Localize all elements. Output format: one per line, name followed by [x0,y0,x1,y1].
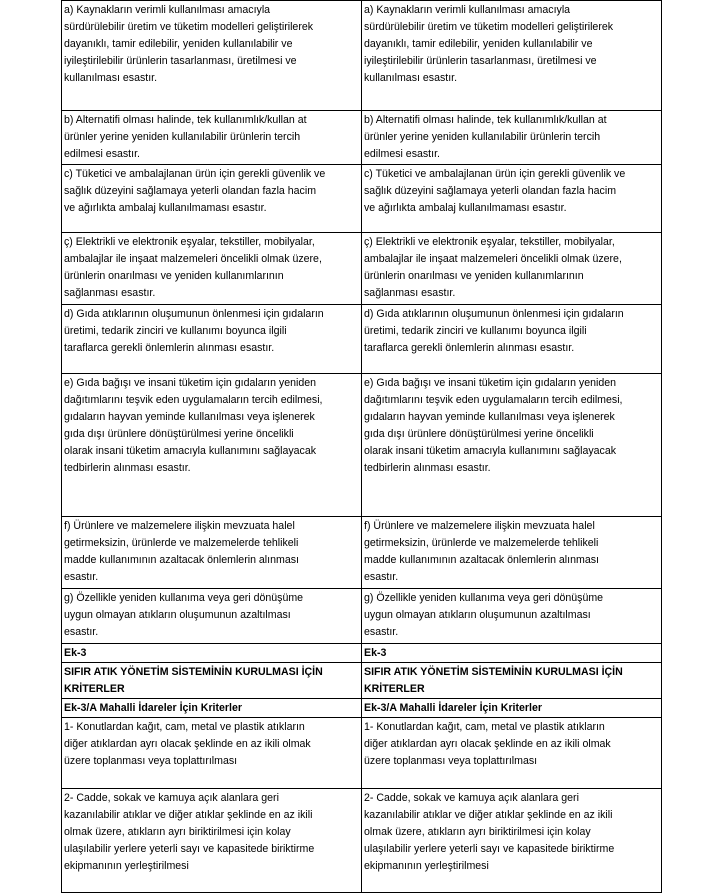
table-row [62,233,662,305]
table-row [62,517,662,589]
table-row [62,111,662,165]
cell-right: Ek-3/A Mahalli İdareler İçin Kriterler [362,699,662,718]
table-row [62,699,662,718]
cell-left: b) Alternatifi olması halinde, tek kullanımlık/kullan at ürünler yerine yeniden kullanılabilir ürünlerin tercih edilmesi esastır. [62,111,362,165]
table-row [62,374,662,517]
cell-left: Ek-3 [62,644,362,663]
cell-right: 2- Cadde, sokak ve kamuya açık alanlara geri kazanılabilir atıklar ve diğer atıklar şeklinde en az ikili olmak üzere, atıkların ayrı biriktirilmesi için kolay ulaşılabilir yerlere yeterli sayı ve kapasitede biriktirme ekipmanının yerleştirilmesi [362,789,662,893]
cell-left: ç) Elektrikli ve elektronik eşyalar, tekstiller, mobilyalar, ambalajlar ile inşaat malzemeleri öncelikli olmak üzere, ürünlerin onarılması ve yeniden kullanımlarının sağlanması esastır. [62,233,362,305]
cell-left: d) Gıda atıklarının oluşumunun önlenmesi için gıdaların üretimi, tedarik zinciri ve kullanımı boyunca ilgili taraflarca gerekli önlemlerin alınması esastır. [62,305,362,374]
cell-left: f) Ürünlere ve malzemelere ilişkin mevzuata halel getirmeksizin, ürünlerde ve malzemelerde tehlikeli madde kullanımının azaltacak önlemlerin alınması esastır. [62,517,362,589]
cell-left: c) Tüketici ve ambalajlanan ürün için gerekli güvenlik ve sağlık düzeyini sağlamaya yeterli olandan fazla hacim ve ağırlıkta ambalaj kullanılmaması esastır. [62,165,362,233]
table-row [62,789,662,893]
cell-left: 2- Cadde, sokak ve kamuya açık alanlara geri kazanılabilir atıklar ve diğer atıklar şeklinde en az ikili olmak üzere, atıkların ayrı biriktirilmesi için kolay ulaşılabilir yerlere yeterli sayı ve kapasitede biriktirme ekipmanının yerleştirilmesi [62,789,362,893]
cell-left: a) Kaynakların verimli kullanılması amacıyla sürdürülebilir üretim ve tüketim modelleri geliştirilerek dayanıklı, tamir edilebilir, yeniden kullanılabilir ve iyileştirilebilir ürünlerin tasarlanması, üretilmesi ve kullanılması esastır. [62,1,362,111]
cell-left: SIFIR ATIK YÖNETİM SİSTEMİNİN KURULMASI İÇİN KRİTERLER [62,663,362,699]
cell-right: ç) Elektrikli ve elektronik eşyalar, tekstiller, mobilyalar, ambalajlar ile inşaat malzemeleri öncelikli olmak üzere, ürünlerin onarılması ve yeniden kullanımlarının sağlanması esastır. [362,233,662,305]
cell-left: Ek-3/A Mahalli İdareler İçin Kriterler [62,699,362,718]
cell-right: d) Gıda atıklarının oluşumunun önlenmesi için gıdaların üretimi, tedarik zinciri ve kullanımı boyunca ilgili taraflarca gerekli önlemlerin alınması esastır. [362,305,662,374]
table-row [62,663,662,699]
cell-left: g) Özellikle yeniden kullanıma veya geri dönüşüme uygun olmayan atıkların oluşumunun azaltılması esastır. [62,589,362,644]
table-row [62,644,662,663]
table-row [62,589,662,644]
cell-right: a) Kaynakların verimli kullanılması amacıyla sürdürülebilir üretim ve tüketim modelleri geliştirilerek dayanıklı, tamir edilebilir, yeniden kullanılabilir ve iyileştirilebilir ürünlerin tasarlanması, üretilmesi ve kullanılması esastır. [362,1,662,111]
cell-right: b) Alternatifi olması halinde, tek kullanımlık/kullan at ürünler yerine yeniden kullanılabilir ürünlerin tercih edilmesi esastır. [362,111,662,165]
table-row [62,305,662,374]
comparison-table [61,0,662,893]
cell-right: e) Gıda bağışı ve insani tüketim için gıdaların yeniden dağıtımlarını teşvik eden uygulamaların tercih edilmesi, gıdaların hayvan yeminde kullanılması veya işlenerek gıda dışı ürünlere dönüştürülmesi yerine öncelikli olarak insani tüketim amacıyla kullanımını sağlayacak tedbirlerin alınması esastır. [362,374,662,517]
cell-right: 1- Konutlardan kağıt, cam, metal ve plastik atıkların diğer atıklardan ayrı olacak şeklinde en az ikili olmak üzere toplanması veya toplattırılması [362,718,662,789]
cell-right: c) Tüketici ve ambalajlanan ürün için gerekli güvenlik ve sağlık düzeyini sağlamaya yeterli olandan fazla hacim ve ağırlıkta ambalaj kullanılmaması esastır. [362,165,662,233]
cell-left: 1- Konutlardan kağıt, cam, metal ve plastik atıkların diğer atıklardan ayrı olacak şeklinde en az ikili olmak üzere toplanması veya toplattırılması [62,718,362,789]
cell-left: e) Gıda bağışı ve insani tüketim için gıdaların yeniden dağıtımlarını teşvik eden uygulamaların tercih edilmesi, gıdaların hayvan yeminde kullanılması veya işlenerek gıda dışı ürünlere dönüştürülmesi yerine öncelikli olarak insani tüketim amacıyla kullanımını sağlayacak tedbirlerin alınması esastır. [62,374,362,517]
table-row [62,718,662,789]
cell-right: SIFIR ATIK YÖNETİM SİSTEMİNİN KURULMASI İÇİN KRİTERLER [362,663,662,699]
cell-right: g) Özellikle yeniden kullanıma veya geri dönüşüme uygun olmayan atıkların oluşumunun azaltılması esastır. [362,589,662,644]
cell-right: Ek-3 [362,644,662,663]
table-row [62,165,662,233]
table-row [62,1,662,111]
cell-right: f) Ürünlere ve malzemelere ilişkin mevzuata halel getirmeksizin, ürünlerde ve malzemelerde tehlikeli madde kullanımının azaltacak önlemlerin alınması esastır. [362,517,662,589]
